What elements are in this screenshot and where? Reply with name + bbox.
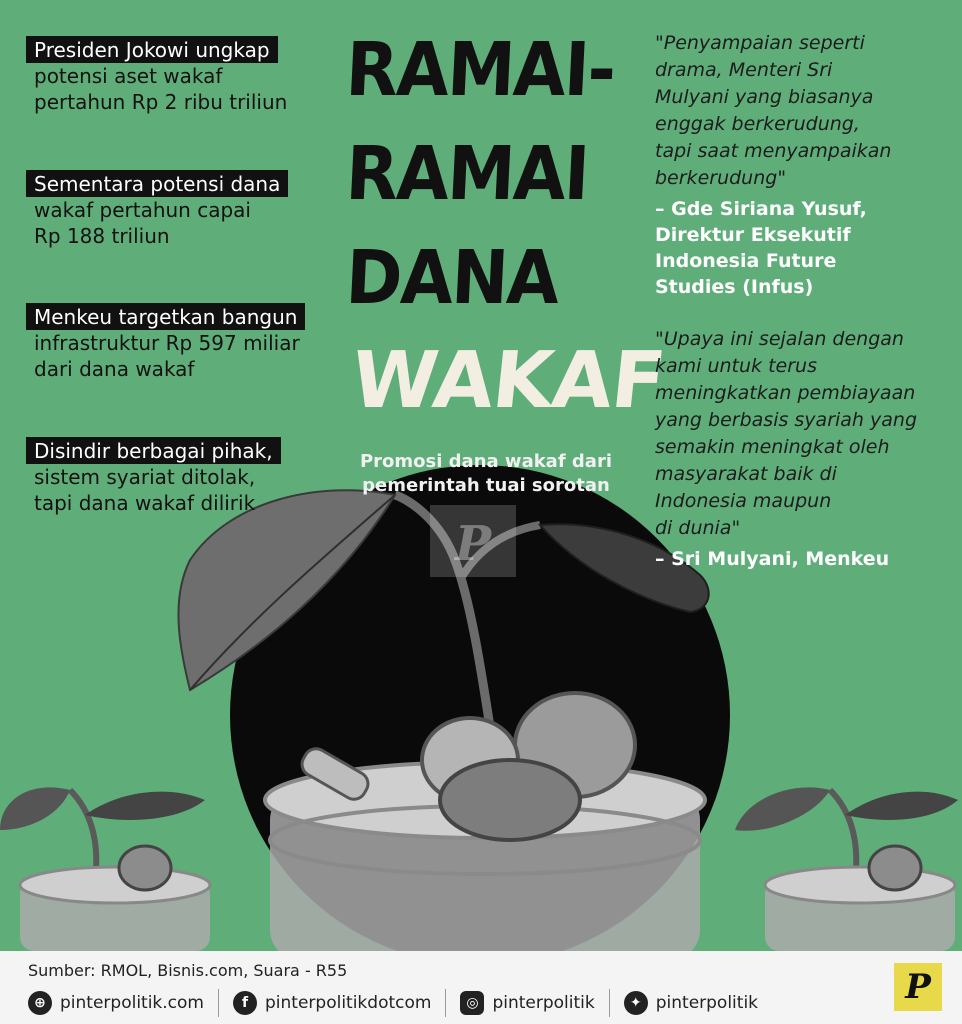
fact-text: potensi aset wakaf pertahun Rp 2 ribu triliun bbox=[34, 64, 288, 114]
quote-2: "Upaya ini sejalan dengan kami untuk terus meningkatkan pembiayaan yang berbasis syariah yang semakin meningkat oleh masyarakat baik di Indonesia maupun di dunia" bbox=[655, 328, 918, 539]
fact-highlight: Presiden Jokowi ungkap bbox=[26, 36, 278, 63]
subtitle: Promosi dana wakaf dari pemerintah tuai sorotan bbox=[359, 451, 613, 496]
footer bbox=[0, 951, 962, 1024]
watermark: P bbox=[454, 516, 492, 572]
headline-line-3: DANA bbox=[343, 235, 560, 321]
fact-highlight: Disindir berbagai pihak, bbox=[26, 437, 281, 464]
headline-line-1: RAMAI- bbox=[343, 27, 617, 113]
fact-text: wakaf pertahun capai Rp 188 triliun bbox=[34, 198, 251, 248]
fact-1 bbox=[26, 36, 326, 115]
quote-1-attribution: – Gde Siriana Yusuf, Direktur Eksekutif Indonesia Future Studies (Infus) bbox=[655, 198, 867, 298]
globe-icon: ⊕ bbox=[28, 991, 52, 1015]
social-twitter[interactable] bbox=[624, 989, 772, 1017]
instagram-icon: ◎ bbox=[460, 991, 484, 1015]
social-label: pinterpolitik bbox=[655, 993, 759, 1013]
fact-3 bbox=[26, 303, 326, 382]
social-website[interactable] bbox=[28, 989, 219, 1017]
social-label: pinterpolitikdotcom bbox=[265, 993, 432, 1013]
headline-line-2: RAMAI bbox=[343, 131, 590, 217]
facebook-icon: f bbox=[233, 991, 257, 1015]
brand-logo: P bbox=[894, 963, 942, 1011]
social-links bbox=[28, 989, 786, 1017]
small-leaf-left bbox=[0, 787, 70, 830]
fact-highlight: Menkeu targetkan bangun bbox=[26, 303, 305, 330]
fact-text: infrastruktur Rp 597 miliar dari dana wakaf bbox=[34, 331, 300, 381]
fact-2 bbox=[26, 170, 326, 249]
social-instagram[interactable] bbox=[460, 989, 609, 1017]
quote-1: "Penyampaian seperti drama, Menteri Sri Mulyani yang biasanya enggak berkerudung, tapi saat menyampaikan berkerudung" bbox=[655, 32, 892, 189]
twitter-icon: ✦ bbox=[624, 991, 648, 1015]
quote-2-attribution: – Sri Mulyani, Menkeu bbox=[655, 548, 890, 570]
source-text: Sumber: RMOL, Bisnis.com, Suara - R55 bbox=[28, 961, 348, 980]
headline bbox=[343, 18, 646, 330]
fact-highlight: Sementara potensi dana bbox=[26, 170, 288, 197]
social-label: pinterpolitik.com bbox=[60, 993, 204, 1013]
fact-text: sistem syariat ditolak, tapi dana wakaf dilirik bbox=[34, 465, 256, 515]
coin bbox=[440, 760, 580, 840]
headline-wakaf: WAKAF bbox=[347, 336, 669, 426]
social-label: pinterpolitik bbox=[492, 993, 595, 1013]
social-facebook[interactable] bbox=[233, 989, 446, 1017]
fact-4 bbox=[26, 437, 326, 516]
